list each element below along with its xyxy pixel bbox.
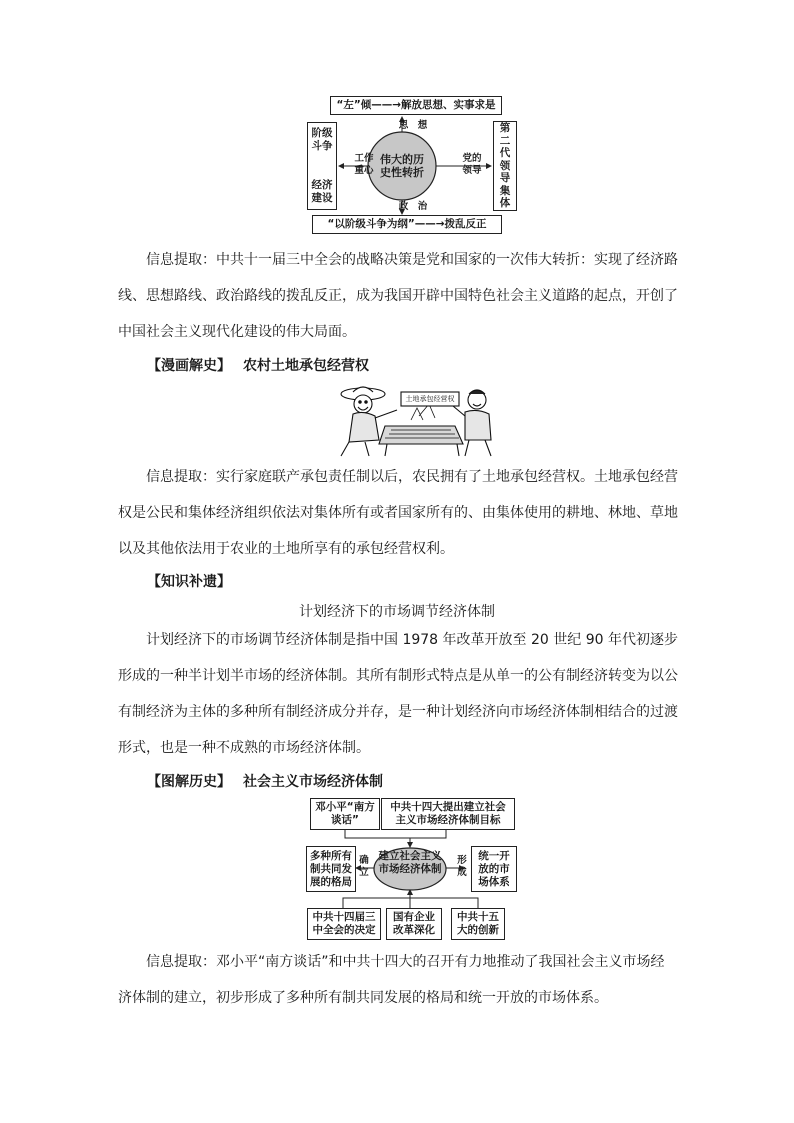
bottom-connector (343, 898, 478, 908)
box-deng-southern-talk: 邓小平“南方谈话” (310, 798, 380, 830)
cartoon-title: 农村土地承包经营权 (243, 358, 369, 374)
right-box-text: 第二代领导集体 (499, 122, 511, 210)
label-work-focus: 工作重心 (354, 153, 374, 176)
label-party-leadership: 党的领导 (462, 153, 482, 176)
cartoon-tag: 【漫画解史】 (147, 358, 231, 374)
box-soe-reform: 国有企业改革深化 (386, 908, 442, 940)
diagram1-center-text: 伟大的历史性转折 (380, 153, 424, 179)
box-ownership-pattern: 多种所有制共同发展的格局 (306, 846, 356, 892)
info2-text: 信息提取：实行家庭联产承包责任制以后，农民拥有了土地承包经营权。土地承包经营权是公民和集体经济组织依法对集体所有或者国家所有的、由集体使用的耕地、林地、草地以及其他依法用于农业的土地所享有的承包经营权利。 (118, 469, 678, 557)
box-14th-congress: 中共十四大提出建立社会主义市场经济体制目标 (381, 798, 515, 830)
left-box-top-text: 阶级斗争 (311, 127, 333, 152)
box-third-plenum-decision: 中共十四届三中全会的决定 (307, 908, 381, 940)
top-connector (345, 830, 446, 847)
diagram1-top-box: “左”倾——→解放思想、实事求是 (330, 96, 502, 115)
diagram1-bottom-box: “以阶级斗争为纲”——→拨乱反正 (312, 215, 502, 234)
diagram2-center-text: 建立社会主义市场经济体制 (378, 850, 442, 875)
supplement-title: 计划经济下的市场调节经济体制 (299, 604, 495, 620)
box-market-system: 统一开放的市场体系 (471, 846, 517, 892)
label-politics: 政 治 (398, 201, 428, 212)
info-paragraph-3 (118, 944, 678, 1016)
box-15th-congress-innovation: 中共十五大的创新 (451, 908, 505, 940)
left-box-bottom-text: 经济建设 (311, 179, 333, 204)
supplement-tag: 【知识补遗】 (147, 574, 231, 590)
diagram-tag: 【图解历史】 (147, 774, 231, 790)
info1-text: 信息提取：中共十一届三中全会的战略决策是党和国家的一次伟大转折：实现了经济路线、思想路线、政治路线的拨乱反正，成为我国开辟中国特色社会主义道路的起点，开创了中国社会主义现代化建设的伟大局面。 (118, 252, 678, 340)
label-form: 形成 (457, 855, 467, 878)
info3-text: 信息提取：邓小平“南方谈话”和中共十四大的召开有力地推动了我国社会主义市场经济体制的建立，初步形成了多种所有制共同发展的格局和统一开放的市场体系。 (118, 954, 665, 1006)
supplement-text: 计划经济下的市场调节经济体制是指中国 1978 年改革开放至 20 世纪 90 年代初逐步形成的一种半计划半市场的经济体制。其所有制形式特点是从单一的公有制经济转变为以公有制经济为主体的多种所有制经济成分并存，是一种计划经济向市场经济体制相结合的过渡形式，也是一种不成熟的市场经济体制。 (118, 632, 678, 756)
label-establish: 确立 (359, 855, 369, 878)
label-thought: 思 想 (398, 120, 428, 131)
cartoon-sign-text: 土地承包经营权 (405, 395, 455, 403)
diagram-title: 社会主义市场经济体制 (243, 774, 383, 790)
